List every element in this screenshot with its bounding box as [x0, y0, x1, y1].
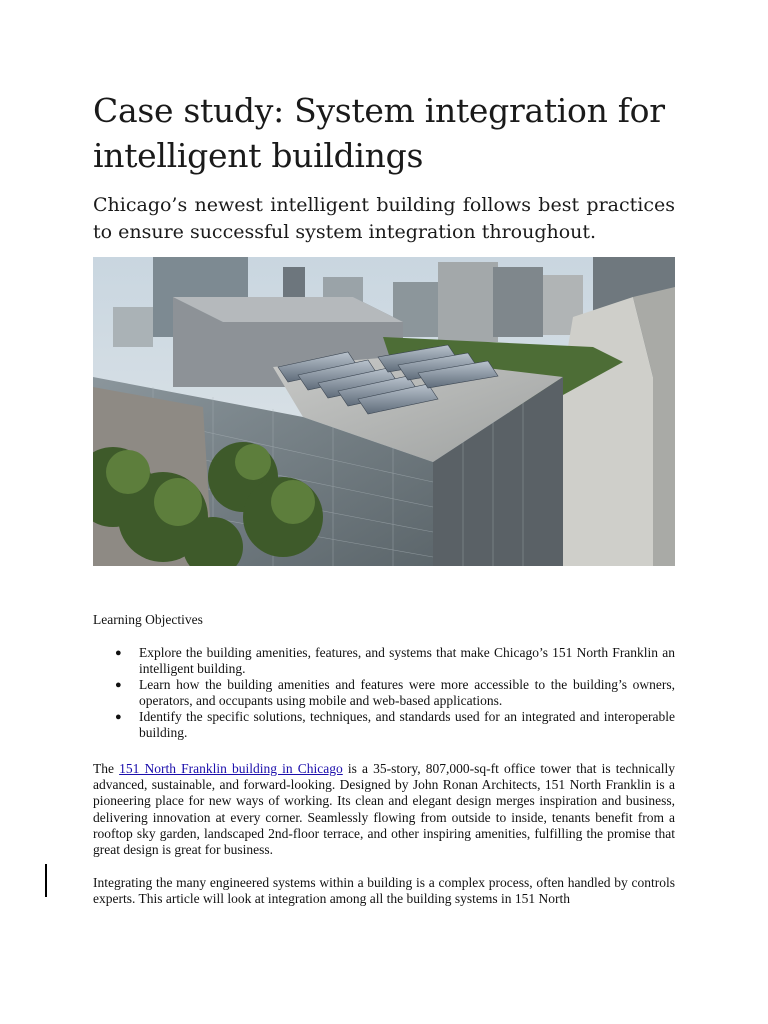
- bullet-icon: ●: [115, 647, 122, 659]
- objective-text: Explore the building amenities, features, and systems that make Chicago’s 151 North Franklin an intelligent building.: [139, 645, 675, 676]
- article-title: Case study: System integration for intelligent buildings: [93, 91, 665, 175]
- learning-objectives-list: [93, 645, 675, 741]
- body-paragraph-1: [93, 761, 675, 858]
- paragraph-rest: is a 35-story, 807,000-sq-ft office tower that is technically advanced, sustainable, and forward-looking. Designed by John Ronan Architects, 151 North Franklin is a pioneering place for new ways of working. Its clean and elegant design merges inspiration and business, delivering innovation at every corner. Seamlessly flowing from outside to inside, tenants benefit from a rooftop sky garden, landscaped 2nd-floor terrace, and other inspiring amenities, fulfilling the promise that great design is great for business.: [93, 761, 675, 858]
- list-item: [115, 709, 675, 741]
- objective-text: Identify the specific solutions, techniques, and standards used for an integrated and interoperable building.: [139, 709, 675, 740]
- objective-text: Learn how the building amenities and features were more accessible to the building’s owners, operators, and occupants using mobile and web-based applications.: [139, 677, 675, 708]
- list-item: [115, 677, 675, 709]
- list-item: [115, 645, 675, 677]
- bullet-icon: ●: [115, 679, 122, 691]
- learning-objectives-heading: Learning Objectives: [93, 612, 203, 627]
- article-subtitle: Chicago’s newest intelligent building follows best practices to ensure successful system integration throughout.: [93, 194, 675, 243]
- franklin-building-link[interactable]: 151 North Franklin building in Chicago: [119, 761, 343, 776]
- hero-image: [93, 257, 675, 566]
- text-cursor: [45, 864, 47, 897]
- body-paragraph-2: Integrating the many engineered systems within a building is a complex process, often handled by controls experts. This article will look at integration among all the building systems in 151 North: [93, 875, 675, 907]
- paragraph-lead: The: [93, 761, 120, 776]
- document-page: [93, 88, 675, 908]
- bullet-icon: ●: [115, 711, 122, 723]
